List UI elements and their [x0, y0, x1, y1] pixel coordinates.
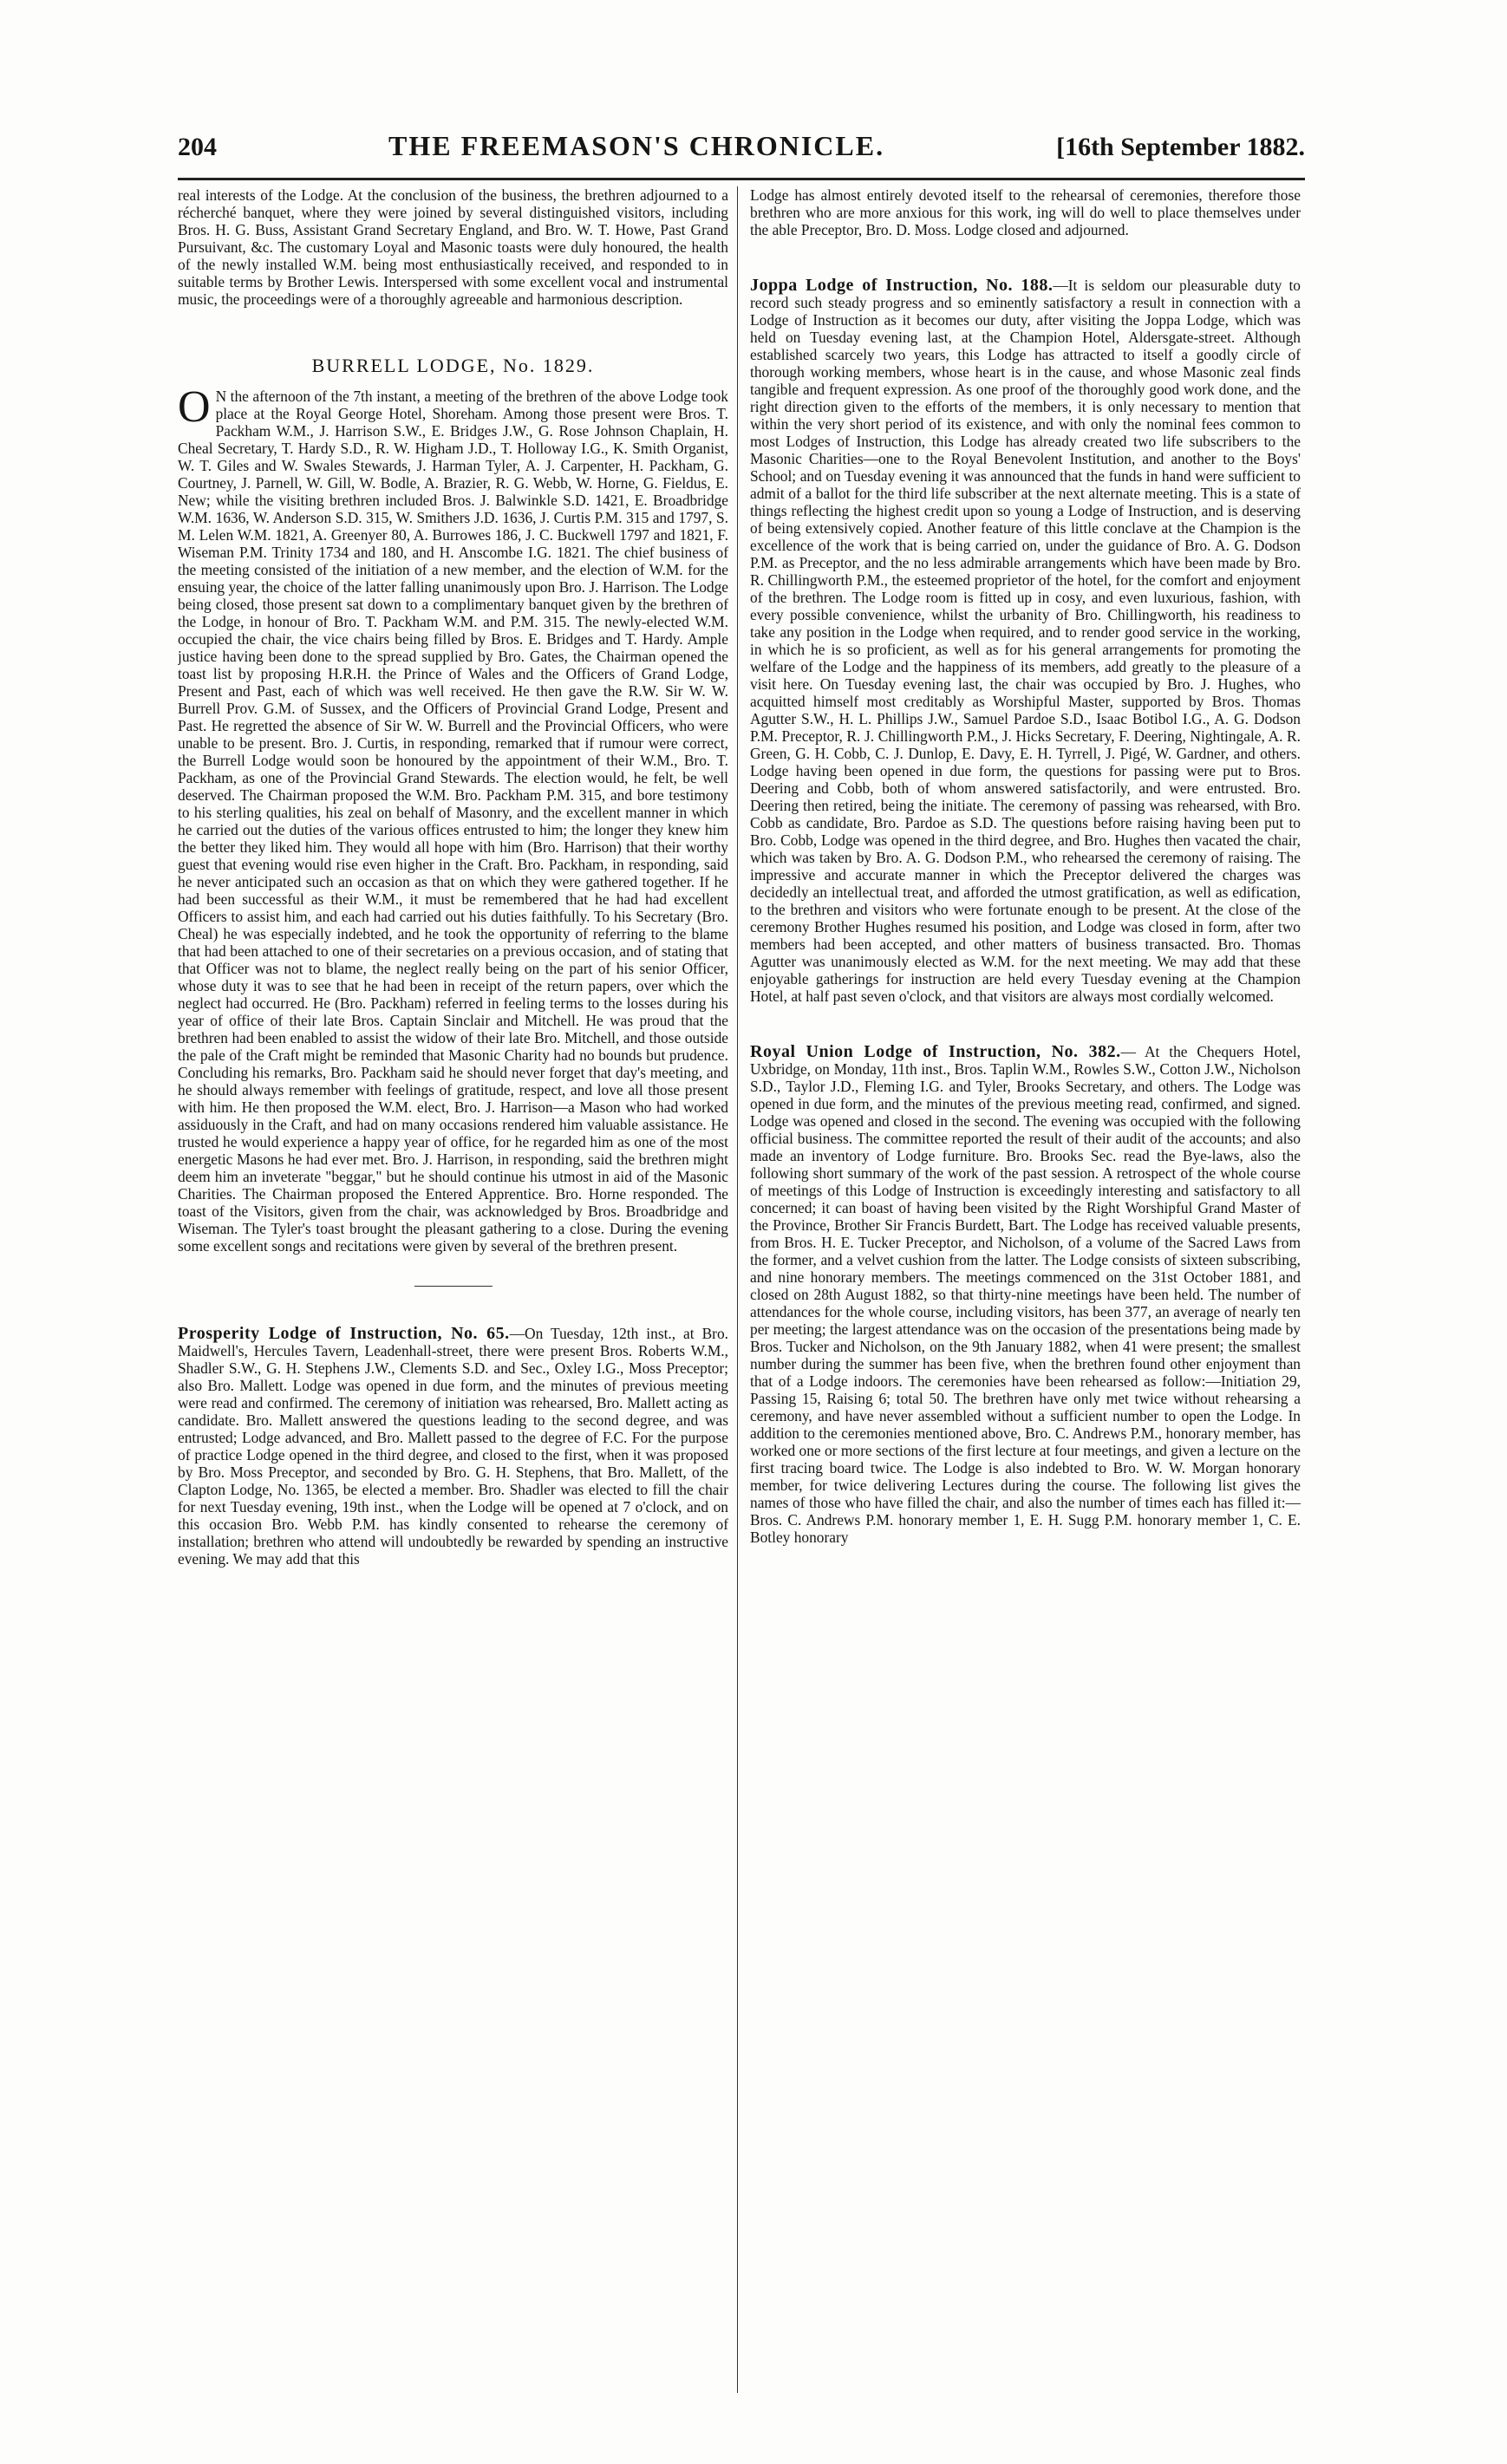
burrell-lodge-body: N the afternoon of the 7th instant, a meeting of the brethren of the above Lodge took place at the Royal George Hotel, Shoreham. Among those present were Bros. T. Packham W.M., J. Harrison S.W., E. Bridges J.W., G. Rose Johnson Chaplain, H. Cheal Secretary, T. Hardy S.D., R. W. Higham J.D., T. Holloway I.G., K. Smith Organist, W. T. Giles and W. Swales Stewards, J. Harman Tyler, A. J. Carpenter, H. Packham, G. Courtney, J. Parnell, W. Gill, W. Bodle, A. Brazier, R. G. Webb, W. Horne, G. Fieldus, E. New; while the visiting brethren included Bros. J. Balwinkle S.D. 1421, E. Broadbridge W.M. 1636, W. Anderson S.D. 315, W. Smithers J.D. 1636, J. Curtis P.M. 315 and 1797, S. M. Lelen W.M. 1821, A. Greenyer 80, A. Burrowes 186, J. C. Buckwell 1797 and 1821, F. Wiseman P.M. Trinity 1734 and 180, and H. Anscombe I.G. 1821. The chief business of the meeting consisted of the initiation of a new member, and the election of W.M. for the ensuing year, the choice of the latter falling unanimously upon Bro. J. Harrison. The Lodge being closed, those present sat down to a complimentary banquet given by the brethren of the Lodge, in honour of Bro. T. Packham W.M. and P.M. 315. The newly-elected W.M. occupied the chair, the vice chairs being filled by Bros. E. Bridges and T. Hardy. Ample justice having been done to the spread supplied by Bro. Gates, the Chairman opened the toast list by proposing H.R.H. the Prince of Wales and the Officers of Grand Lodge, Present and Past, each of which was well received. He then gave the R.W. Sir W. W. Burrell Prov. G.M. of Sussex, and the Officers of Provincial Grand Lodge, Present and Past. He regretted the absence of Sir W. W. Burrell and the Provincial Officers, who were unable to be present. Bro. J. Curtis, in responding, remarked that if rumour were correct, the Burrell Lodge would soon be honoured by the appointment of their W.M., Bro. T. Packham, as one of the Provincial Grand Stewards. The election would, he felt, be well deserved. The Chairman proposed the W.M. Bro. Packham P.M. 315, and bore testimony to his sterling qualities, his zeal on behalf of Masonry, and the excellent manner in which he carried out the duties of the various offices entrusted to him; the longer they knew him the better they liked him. They would all hope with him (Bro. Harrison) that their worthy guest that evening would rise even higher in the Craft. Bro. Packham, in responding, said he never anticipated such an occasion as that on which they were gathered together. If he had been successful as their W.M., it must be remembered that he had had excellent Officers to assist him, and each had carried out his duties faithfully. To his Secretary (Bro. Cheal) he was especially indebted, and he took the opportunity of referring to the blame that had been attached to one of their secretaries on a previous occasion, and of stating that that Officer was not to blame, the neglect really being on the part of his senior Officer, whose duty it was to see that he had been in receipt of the return papers, over which the neglect had occurred. He (Bro. Packham) referred in feeling terms to the losses during his year of office of their late Bros. Captain Sinclair and Mitchell. He was proud that the brethren had been enabled to assist the widow of their late Bro. Mitchell, and those outside the pale of the Craft might be reminded that Masonic Charity had no bounds but prudence. Concluding his remarks, Bro. Packham said he should never forget that day's meeting, and he should always remember with feelings of gratitude, respect, and love all those present with him. He then proposed the W.M. elect, Bro. J. Harrison—a Mason who had worked assiduously in the Craft, and had on many occasions rendered him valuable assistance. He trusted he would experience a happy year of office, for he regarded him as one of the most energetic Masons he had ever met. Bro. J. Harrison, in responding, said the brethren might deem him an inveterate "beggar," but he should continue his utmost in aid of the Masonic Charities. The Chairman proposed the Entered Apprentice. Bro. Horne responded. The toast of the Visitors, given from the chair, was acknowledged by Bros. Broadbridge and Wiseman. The Tyler's toast brought the pleasant gathering to a close. During the evening some excellent songs and recitations were given by several of the brethren present.	[178, 388, 728, 1255]
page-number: 204	[178, 133, 217, 161]
drop-cap: O	[178, 382, 211, 432]
column-divider	[737, 186, 738, 2393]
royal-union-lodge-title: Royal Union Lodge of Instruction, No. 382.	[750, 1042, 1121, 1061]
joppa-lodge-body: —It is seldom our pleasurable duty to record such steady progress and so eminently satisfactory a result in connection with a Lodge of Instruction as it becomes our duty, after visiting the Joppa Lodge, which was held on Tuesday evening last, at the Champion Hotel, Aldersgate-street. Although established scarcely two years, this Lodge has attracted to itself a goodly circle of thorough working members, whose heart is in the cause, and whose Masonic zeal finds tangible and frequent expression. As one proof of the thoroughly good work done, and the right direction given to the efforts of the members, it is only necessary to mention that within the very short period of its existence, and with only the nominal fees common to most Lodges of Instruction, this Lodge has already created two life subscribers to the Masonic Charities—one to the Royal Benevolent Institution, and another to the Boys' School; and on Tuesday evening it was announced that the funds in hand were sufficient to admit of a ballot for the third life subscriber at the next alternate meeting. This is a state of things reflecting the highest credit upon so young a Lodge of Instruction, and is deserving of being extensively copied. Another feature of this little conclave at the Champion is the excellence of the work that is being carried on, under the guidance of Bro. A. G. Dodson P.M. as Preceptor, and the no less admirable arrangements which have been made by Bro. R. Chillingworth P.M., the esteemed proprietor of the hotel, for the comfort and enjoyment of the brethren. The Lodge room is fitted up in cosy, and even luxurious, fashion, with every possible convenience, whilst the urbanity of Bro. Chillingworth, his readiness to take any position in the Lodge when required, and to render good service in the working, in which he is so proficient, as well as for his general arrangements for promoting the welfare of the Lodge and the happiness of its members, add greatly to the pleasure of a visit here. On Tuesday evening last, the chair was occupied by Bro. J. Hughes, who acquitted himself most creditably as Worshipful Master, supported by Bros. Thomas Agutter S.W., H. L. Phillips J.W., Samuel Pardoe S.D., Isaac Botibol I.G., A. G. Dodson P.M. Preceptor, R. J. Chillingworth P.M., J. Hicks Secretary, F. Deering, Nightingale, A. R. Green, G. H. Cobb, C. J. Dunlop, E. Davy, E. H. Tyrrell, J. Pigé, W. Gardner, and others. Lodge having been opened in due form, the questions for passing were put to Bros. Deering and Cobb, both of whom answered satisfactorily, and were entrusted. Bro. Deering then retired, being the initiate. The ceremony of passing was rehearsed, with Bro. Cobb as candidate, Bro. Pardoe as S.D. The questions before raising having been put to Bro. Cobb, Lodge was opened in the third degree, and Bro. Hughes then vacated the chair, which was taken by Bro. A. G. Dodson P.M., who rehearsed the ceremony of raising. The impressive and accurate manner in which the Preceptor delivered the charges was decidedly an intellectual treat, and afforded the utmost gratification, as well as edification, to the brethren and visitors who were fortunate enough to be present. At the close of the ceremony Brother Hughes resumed his position, and Lodge was closed in form, after two members had been accepted, and other matters of business transacted. Bro. Thomas Agutter was unanimously elected as W.M. for the next meeting. We may add that these enjoyable gatherings for instruction are held every Tuesday evening at the Champion Hotel, at half past seven o'clock, and that visitors are always most cordially welcomed.	[750, 277, 1301, 1005]
publication-title: THE FREEMASON'S CHRONICLE.	[388, 130, 885, 161]
prosperity-lodge-report	[178, 1325, 728, 1568]
issue-date: [16th September 1882.	[1056, 133, 1305, 161]
prosperity-lodge-continuation: Lodge has almost entirely devoted itself to the rehearsal of ceremonies, therefore those brethren who are more anxious for this work, ing will do well to place themselves under the able Preceptor, Bro. D. Moss. Lodge closed and adjourned.	[750, 186, 1301, 238]
prosperity-lodge-title: Prosperity Lodge of Instruction, No. 65.	[178, 1324, 510, 1343]
prosperity-lodge-body: —On Tuesday, 12th inst., at Bro. Maidwell's, Hercules Tavern, Leadenhall-street, there were present Bros. Roberts W.M., Shadler S.W., G. H. Stephens J.W., Clements S.D. and Sec., Oxley I.G., Moss Preceptor; also Bro. Mallett. Lodge was opened in due form, and the minutes of previous meeting were read and confirmed. The ceremony of initiation was rehearsed, Bro. Mallett acting as candidate. Bro. Mallett answered the questions leading to the second degree, and was entrusted; Lodge advanced, and Bro. Mallett passed to the degree of F.C. For the purpose of practice Lodge opened in the third degree, and closed to the first, when it was proposed by Bro. Moss Preceptor, and seconded by Bro. G. H. Stephens, that Bro. Mallett, of the Clapton Lodge, No. 1365, be elected a member. Bro. Shadler was elected to fill the chair for next Tuesday evening, 19th inst., when the Lodge will be opened at 7 o'clock, and on this occasion Bro. Webb P.M. has kindly consented to rehearse the ceremony of installation; brethren who attend will undoubtedly be rewarded by spending an instructive evening. We may add that this	[178, 1325, 728, 1568]
left-column	[178, 186, 728, 2406]
right-column	[750, 186, 1301, 2406]
joppa-lodge-report	[750, 277, 1301, 1005]
royal-union-lodge-body: — At the Chequers Hotel, Uxbridge, on Monday, 11th inst., Bros. Taplin W.M., Rowles S.W., Cotton J.W., Nicholson S.D., Taylor J.D., Fleming I.G. and Tyler, Brooks Secretary, and others. The Lodge was opened in due form, and the minutes of the previous meeting read, confirmed, and signed. Lodge was opened and closed in the second. The evening was occupied with the following official business. The committee reported the result of their audit of the accounts; and also made an inventory of Lodge furniture. Bro. Brooks Sec. read the Bye-laws, also the following short summary of the work of the past session. A retrospect of the whole course of meetings of this Lodge of Instruction is exceedingly interesting and satisfactory to all concerned; it can boast of having been visited by the Right Worshipful Grand Master of the Province, Brother Sir Francis Burdett, Bart. The Lodge has received valuable presents, from Bros. H. E. Tucker Preceptor, and Nicholson, of a volume of the Sacred Laws from the former, and a velvet cushion from the latter. The Lodge consists of sixteen subscribing, and nine honorary members. The meetings commenced on the 31st October 1881, and closed on 28th August 1882, so that thirty-nine meetings have been held. The number of attendances for the whole course, including visitors, has been 377, an average of nearly ten per meeting; the largest attendance was on the occasion of the presentations being made by Bros. Tucker and Nicholson, on the 9th January 1882, when 41 were present; the smallest number during the summer has been five, when the brethren found other enjoyment than that of a Lodge indoors. The ceremonies have been rehearsed as follow:—Initiation 29, Passing 15, Raising 6; total 50. The brethren have only met twice without rehearsing a ceremony, and have never assembled without a sufficient number to open the Lodge. In addition to the ceremonies mentioned above, Bro. C. Andrews P.M., honorary member, has worked one or more sections of the first lecture at four meetings, and given a lecture on the first tracing board twice. The Lodge is also indebted to Bro. W. W. Morgan honorary member, for twice delivering Lectures during the course. The following list gives the names of those who have filled the chair, and also the number of times each has filled it:—Bros. C. Andrews P.M. honorary member 1, E. H. Sugg P.M. honorary member 1, C. E. Botley honorary	[750, 1043, 1301, 1546]
masthead	[178, 130, 1305, 173]
burrell-lodge-heading: BURRELL LODGE, No. 1829.	[311, 355, 595, 376]
burrell-lodge-report	[178, 382, 728, 1255]
joppa-lodge-title: Joppa Lodge of Instruction, No. 188.	[750, 276, 1054, 295]
lodge-report-continuation: real interests of the Lodge. At the conclusion of the business, the brethren adjourned to a récherché banquet, where they were joined by several distinguished visitors, including Bros. H. G. Buss, Assistant Grand Secretary England, and Bro. W. T. Howe, Past Grand Pursuivant, &c. The customary Loyal and Masonic toasts were duly honoured, the health of the newly installed W.M. being most enthusiastically received, and responded to in suitable terms by Brother Lewis. Interspersed with some excellent vocal and instrumental music, the proceedings were of a thoroughly agreeable and harmonious description.	[178, 186, 728, 308]
section-separator	[414, 1286, 493, 1287]
royal-union-lodge-report	[750, 1043, 1301, 1546]
masthead-rule	[178, 178, 1305, 180]
